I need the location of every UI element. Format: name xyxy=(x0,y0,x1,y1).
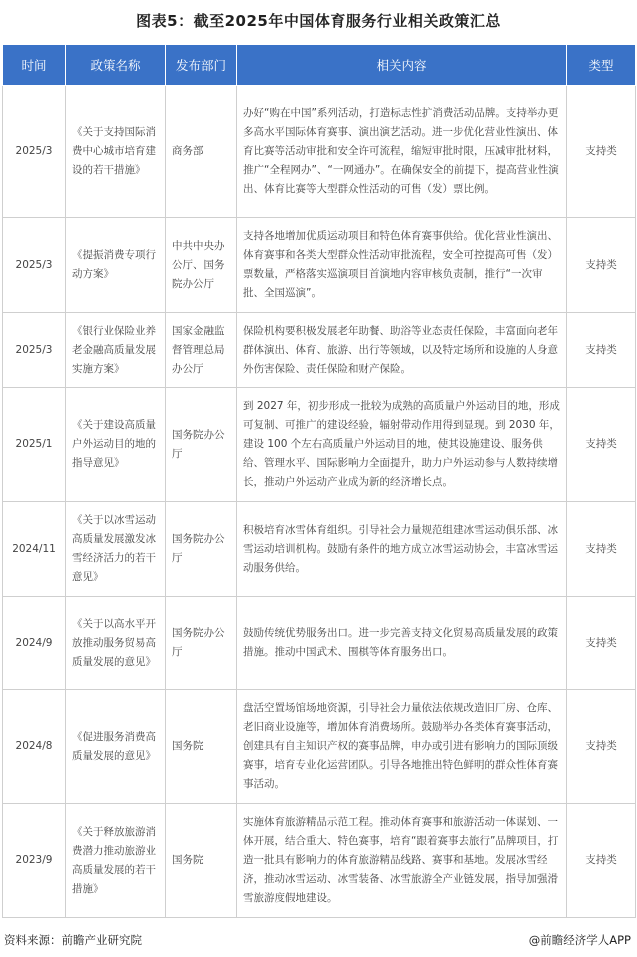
cell-policy-name: 《银行业保险业养老金融高质量发展实施方案》 xyxy=(66,313,166,388)
cell-time: 2024/8 xyxy=(3,690,66,804)
cell-type: 支持类 xyxy=(567,313,636,388)
table-header-row xyxy=(3,45,636,86)
cell-content: 盘活空置场馆场地资源，引导社会力量依法依规改造旧厂房、仓库、老旧商业设施等，增加体育消费场所。鼓励举办各类体育赛事活动，创建具有自主知识产权的赛事品牌，申办或引进有影响力的国际顶级赛事，培育专业化运营团队。引导各地推出特色鲜明的群众性体育赛事活动。 xyxy=(237,690,567,804)
cell-time: 2025/3 xyxy=(3,86,66,218)
cell-department: 国务院办公厅 xyxy=(166,502,237,597)
cell-policy-name: 《提振消费专项行动方案》 xyxy=(66,218,166,313)
cell-policy-name: 《关于支持国际消费中心城市培育建设的若干措施》 xyxy=(66,86,166,218)
cell-department: 中共中央办公厅、国务院办公厅 xyxy=(166,218,237,313)
cell-content: 办好“购在中国”系列活动，打造标志性扩消费活动品牌。支持举办更多高水平国际体育赛事、演出演艺活动。进一步优化营业性演出、体育比赛等活动审批和安全许可流程，缩短审批时限，压减审批材料，推广“全程网办”、“一网通办”。在确保安全的前提下，提高营业性演出、体育比赛等大型群众性活动的可售（发）票比例。 xyxy=(237,86,567,218)
cell-department: 国务院办公厅 xyxy=(166,388,237,502)
table-row xyxy=(3,388,636,502)
header-department: 发布部门 xyxy=(166,45,237,86)
cell-policy-name: 《关于以高水平开放推动服务贸易高质量发展的意见》 xyxy=(66,597,166,690)
cell-time: 2024/9 xyxy=(3,597,66,690)
header-policy-name: 政策名称 xyxy=(66,45,166,86)
table-row xyxy=(3,313,636,388)
table-row xyxy=(3,502,636,597)
cell-department: 国务院办公厅 xyxy=(166,597,237,690)
cell-type: 支持类 xyxy=(567,388,636,502)
cell-content: 鼓励传统优势服务出口。进一步完善支持文化贸易高质量发展的政策措施。推动中国武术、围棋等体育服务出口。 xyxy=(237,597,567,690)
page-title: 图表5：截至2025年中国体育服务行业相关政策汇总 xyxy=(136,12,501,30)
cell-content: 到 2027 年，初步形成一批较为成熟的高质量户外运动目的地，形成可复制、可推广的建设经验，辐射带动作用得到显现。到 2030 年，建设 100 个左右高质量户外运动目的地，使其设施建设、服务供给、管理水平、国际影响力全面提升，助力户外运动参与人数持续增长，推动户外运动产业成为新的经济增长点。 xyxy=(237,388,567,502)
cell-policy-name: 《关于释放旅游消费潜力推动旅游业高质量发展的若干措施》 xyxy=(66,804,166,918)
table-row xyxy=(3,86,636,218)
cell-time: 2024/11 xyxy=(3,502,66,597)
cell-department: 国务院 xyxy=(166,690,237,804)
cell-type: 支持类 xyxy=(567,597,636,690)
table-row xyxy=(3,597,636,690)
cell-type: 支持类 xyxy=(567,690,636,804)
header-content: 相关内容 xyxy=(237,45,567,86)
cell-time: 2025/1 xyxy=(3,388,66,502)
header-type: 类型 xyxy=(567,45,636,86)
cell-type: 支持类 xyxy=(567,502,636,597)
table-row xyxy=(3,690,636,804)
cell-department: 国务院 xyxy=(166,804,237,918)
source-note: 资料来源：前瞻产业研究院 xyxy=(4,933,142,947)
cell-time: 2025/3 xyxy=(3,313,66,388)
cell-department: 商务部 xyxy=(166,86,237,218)
cell-time: 2025/3 xyxy=(3,218,66,313)
cell-policy-name: 《促进服务消费高质量发展的意见》 xyxy=(66,690,166,804)
cell-content: 积极培育冰雪体育组织。引导社会力量规范组建冰雪运动俱乐部、冰雪运动培训机构。鼓励有条件的地方成立冰雪运动协会，丰富冰雪运动服务供给。 xyxy=(237,502,567,597)
cell-content: 实施体育旅游精品示范工程。推动体育赛事和旅游活动一体谋划、一体开展，结合重大、特色赛事，培育“跟着赛事去旅行”品牌项目，打造一批具有影响力的体育旅游精品线路、赛事和基地。发展冰雪经济，推动冰雪运动、冰雪装备、冰雪旅游全产业链发展，指导加强滑雪旅游度假地建设。 xyxy=(237,804,567,918)
table-row xyxy=(3,218,636,313)
brand-credit: @前瞻经济学人APP xyxy=(528,933,631,947)
cell-type: 支持类 xyxy=(567,86,636,218)
cell-policy-name: 《关于建设高质量户外运动目的地的指导意见》 xyxy=(66,388,166,502)
cell-department: 国家金融监督管理总局办公厅 xyxy=(166,313,237,388)
table-row xyxy=(3,804,636,918)
cell-content: 支持各地增加优质运动项目和特色体育赛事供给。优化营业性演出、体育赛事和各类大型群众性活动审批流程，安全可控提高可售（发）票数量，严格落实巡演项目首演地内容审核负责制，推行“一次审批、全国巡演”。 xyxy=(237,218,567,313)
cell-content: 保险机构要积极发展老年助餐、助浴等业态责任保险，丰富面向老年群体演出、体育、旅游、出行等领域，以及特定场所和设施的人身意外伤害保险、责任保险和财产保险。 xyxy=(237,313,567,388)
cell-type: 支持类 xyxy=(567,804,636,918)
cell-policy-name: 《关于以冰雪运动高质量发展激发冰雪经济活力的若干意见》 xyxy=(66,502,166,597)
header-time: 时间 xyxy=(3,45,66,86)
cell-type: 支持类 xyxy=(567,218,636,313)
cell-time: 2023/9 xyxy=(3,804,66,918)
policy-table xyxy=(2,44,636,918)
